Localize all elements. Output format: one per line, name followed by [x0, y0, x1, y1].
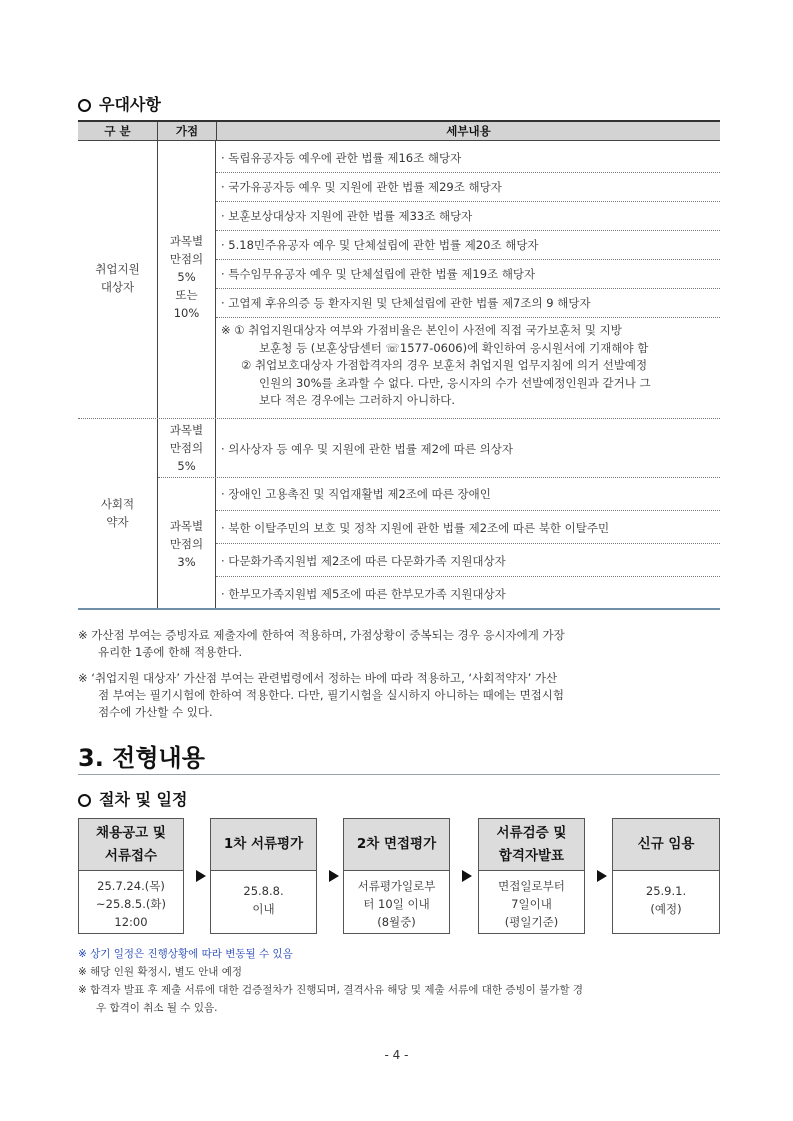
note-2	[78, 670, 728, 721]
step-head	[211, 819, 316, 871]
table-bottom-border	[78, 608, 720, 610]
circle-bullet-icon	[78, 794, 91, 807]
step-body-line: 25.9.1.	[645, 884, 687, 898]
note-line: 보훈청 등 (보훈상담센터 ☏1577-0606)에 확인하여 응시원서에 기재해야 함	[259, 340, 649, 355]
step-body-line: ~25.8.5.(화)	[96, 897, 166, 911]
step-head-line: 서류검증 및	[496, 824, 567, 841]
page-number: - 4 -	[384, 1048, 409, 1062]
step-body-line: 7일이내	[511, 897, 552, 911]
arrow-right-icon	[597, 870, 607, 882]
group2-category-line: 약자	[106, 515, 129, 529]
step-body	[79, 871, 183, 931]
step-body-line: 서류평가일로부	[357, 879, 436, 893]
header-points: 가점	[157, 122, 216, 140]
points-line: 과목별	[169, 234, 204, 248]
step-body-line: 12:00	[114, 915, 148, 929]
table-row: · 보훈보상대상자 지원에 관한 법률 제33조 해당자	[221, 209, 473, 223]
header-category: 구 분	[104, 124, 131, 138]
points-line: 또는	[175, 288, 198, 302]
step-body-line: (예정)	[650, 902, 682, 916]
schedule-notes	[78, 945, 728, 1017]
table-row: · 의사상자 등 예우 및 지원에 관한 법률 제2에 따른 의상자	[221, 442, 513, 456]
schedule-note: 우 합격이 취소 될 수 있음.	[96, 1002, 218, 1014]
step-body	[613, 871, 719, 918]
table-row: · 국가유공자등 예우 및 지원에 관한 법률 제29조 해당자	[221, 180, 502, 194]
step-body	[344, 871, 449, 931]
table-row: · 5.18민주유공자 예우 및 단체설립에 관한 법률 제20조 해당자	[221, 238, 539, 252]
step-body-line: 면접일로부터	[498, 879, 565, 893]
note-line: ※ ① 취업지원대상자 여부와 가점비율은 본인이 사전에 직접 국가보훈처 및 지방	[221, 323, 622, 337]
preference-title: 우대사항	[99, 95, 161, 114]
step-body	[211, 871, 316, 918]
table-row: · 고엽제 후유의증 등 환자지원 및 단체설립에 관한 법률 제7조의 9 해당자	[221, 296, 591, 310]
points-line: 5%	[177, 459, 196, 473]
note-line: ※ ‘취업지원 대상자’ 가산점 부여는 관련법령에서 정하는 바에 따라 적용하고, ‘사회적약자’ 가산	[78, 671, 558, 685]
preference-heading	[78, 92, 161, 115]
points-line: 만점의	[169, 252, 204, 266]
step-body-line: 25.8.8.	[243, 884, 284, 898]
step-head	[613, 819, 719, 871]
points-line: 만점의	[169, 537, 204, 551]
points-line: 3%	[177, 555, 196, 569]
points-line: 과목별	[169, 519, 204, 533]
note-line: 유리한 1종에 한해 적용한다.	[98, 645, 243, 659]
table-row: · 장애인 고용촉진 및 직업재활법 제2조에 따른 장애인	[221, 487, 491, 501]
group1-category-line: 취업지원	[95, 262, 140, 276]
arrow-right-icon	[462, 870, 472, 882]
step-head-line: 2차 면접평가	[356, 836, 437, 852]
group2-points-a	[158, 421, 215, 475]
step-head-line: 1차 서류평가	[223, 836, 304, 852]
step-head-line: 신규 임용	[637, 836, 695, 852]
section3-underline	[78, 774, 720, 775]
step-box-announcement	[78, 818, 184, 934]
schedule-heading	[78, 787, 187, 810]
step-head-line: 채용공고 및	[96, 824, 166, 841]
table-row: · 한부모가족지원법 제5조에 따른 한부모가족 지원대상자	[221, 587, 506, 601]
arrow-right-icon	[196, 870, 206, 882]
note-line: 점수에 가산할 수 있다.	[98, 705, 213, 719]
circle-bullet-icon	[78, 99, 91, 112]
step-head	[79, 819, 183, 871]
group2-points-b	[158, 517, 215, 571]
step-head	[479, 819, 584, 871]
step-box-document-review	[210, 818, 317, 934]
note-line: ② 취업보호대상자 가점합격자의 경우 보훈처 취업지원 업무지침에 의거 선발예정	[241, 358, 648, 372]
step-body-line: 터 10일 이내	[363, 897, 430, 911]
header-details: 세부내용	[216, 122, 720, 140]
step-head-line: 서류접수	[104, 847, 158, 864]
group2-category-line: 사회적	[100, 497, 135, 511]
points-line: 5%	[177, 270, 196, 284]
note-line: 인원의 30%를 초과할 수 없다. 다만, 응시자의 수가 선발예정인원과 같거나 그	[259, 375, 651, 390]
preference-table	[78, 120, 720, 610]
table-row: · 독립유공자등 예우에 관한 법률 제16조 해당자	[221, 151, 462, 165]
note-line: 점 부여는 필기시험에 한하여 적용한다. 다만, 필기시험을 실시하지 아니하는 때에는 면접시험	[98, 688, 565, 702]
note-line: ※ 가산점 부여는 증빙자료 제출자에 한하여 적용하며, 가점상황이 중복되는 경우 응시자에게 가장	[78, 628, 565, 642]
step-head	[344, 819, 449, 871]
step-body-line: (평일기준)	[504, 915, 559, 929]
step-body	[479, 871, 584, 931]
table-header	[78, 120, 720, 141]
schedule-title: 절차 및 일정	[99, 790, 188, 809]
group1-category-line: 대상자	[100, 280, 135, 294]
step-box-appointment	[612, 818, 720, 934]
table-row: · 특수임무유공자 예우 및 단체설립에 관한 법률 제19조 해당자	[221, 267, 536, 281]
group2-category	[78, 495, 157, 531]
table-row: · 다문화가족지원법 제2조에 따른 다문화가족 지원대상자	[221, 554, 506, 568]
step-body-line: (8월중)	[377, 915, 416, 929]
step-body-line: 25.7.24.(목)	[97, 879, 165, 893]
group1-points	[158, 232, 215, 322]
table-row: · 북한 이탈주민의 보호 및 정착 지원에 관한 법률 제2조에 따른 북한 이탈주민	[221, 521, 610, 535]
points-line: 과목별	[169, 423, 204, 437]
group1-category	[78, 260, 157, 296]
group1-note	[221, 322, 651, 410]
schedule-note: ※ 상기 일정은 진행상황에 따라 변동될 수 있음	[78, 948, 293, 960]
step-box-verification	[478, 818, 585, 934]
schedule-note: ※ 합격자 발표 후 제출 서류에 대한 검증절차가 진행되며, 결격사유 해당 및 제출 서류에 대한 증빙이 불가할 경	[78, 984, 584, 996]
schedule-note: ※ 해당 인원 확정시, 별도 안내 예정	[78, 966, 243, 978]
step-box-interview	[343, 818, 450, 934]
points-line: 10%	[173, 306, 200, 320]
points-line: 만점의	[169, 441, 204, 455]
arrow-right-icon	[329, 870, 339, 882]
step-head-line: 합격자발표	[498, 847, 565, 864]
step-body-line: 이내	[252, 902, 275, 916]
note-line: 보다 적은 경우에는 그러하지 아니하다.	[259, 393, 456, 407]
note-1	[78, 627, 728, 661]
section3-title: 3. 전형내용	[78, 744, 205, 772]
